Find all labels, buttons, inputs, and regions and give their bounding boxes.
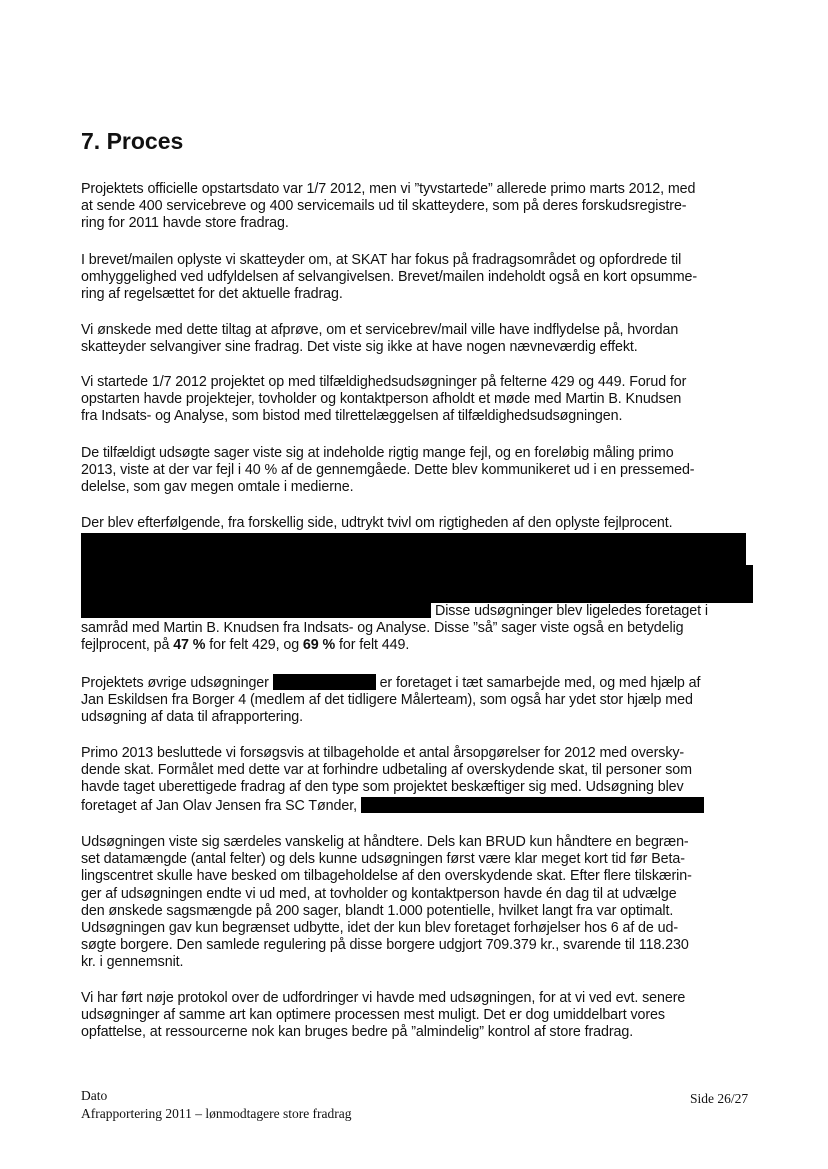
text-line: Disse udsøgninger blev ligeledes foretaget i [435,603,708,619]
text-line: ring for 2011 havde store fradrag. [81,215,289,232]
text-line: den ønskede sagsmængde på 200 sager, blandt 1.000 potentielle, hvilket langt fra var optimalt. [81,902,674,919]
text-fragment: foretaget af Jan Olav Jensen fra SC Tønder, [81,797,357,814]
text-line: udsøgninger af samme art kan optimere processen mest muligt. Det er dog umiddelbart vores [81,1007,665,1024]
footer-report-title: Afrapportering 2011 – lønmodtagere store fradrag [81,1106,352,1121]
page-number: Side 26/27 [690,1091,749,1106]
text-line: Vi har ført nøje protokol over de udfordringer vi havde med udsøgningen, for at vi ved evt. senere [81,990,686,1006]
text-fragment: for felt 449. [335,637,410,654]
text-line: opfattelse, at ressourcerne nok kan bruges bedre på ”almindelig” kontrol af store fradrag. [81,1024,634,1041]
text-line: fra Indsats- og Analyse, som bistod med tilrettelæggelsen af tilfældighedsudsøgningen. [81,408,623,425]
redaction-block [81,601,431,618]
text-line: 2013, viste at der var fejl i 40 % af de gennemgåede. Dette blev kommunikeret ud i en pressemed- [81,462,695,479]
paragraph-small-cases [81,620,761,654]
text-line: delelse, som gav megen omtale i medierne. [81,479,354,496]
percentage-429: 47 % [173,637,206,654]
text-line: De tilfældigt udsøgte sager viste sig at indeholde rigtig mange fejl, og en foreløbig måling primo [81,445,674,461]
text-line: ger af udsøgningen endte vi ud med, at tovholder og kontaktperson havde én dag til at udvælge [81,885,677,902]
footer-left [81,1087,352,1123]
redaction-block [81,565,753,603]
paragraph-project-start [81,374,761,426]
text-line [81,637,761,654]
percentage-449: 69 % [302,637,336,654]
footer-date-label: Dato [81,1088,108,1103]
paragraph-search-difficulties [81,834,761,972]
text-fragment: fejlprocent, på [81,637,174,654]
text-line: Projektets officielle opstartsdato var 1/7 2012, men vi ”tyvstartede” allerede primo marts 2012, med [81,181,696,197]
paragraph-test-effect [81,322,761,356]
text-line: Der blev efterfølgende, fra forskellig side, udtrykt tvivl om rigtigheden af den oplyste fejlprocent. [81,515,673,531]
text-line: lingscentret skulle have besked om tilbageholdelse af den overskydende skat. Efter flere tilskærin- [81,868,692,885]
text-line: set datamængde (antal felter) og dels kunne udsøgningen først være klar meget kort tid før Beta- [81,851,685,868]
paragraph-error-results [81,445,761,497]
text-line: Jan Eskildsen fra Borger 4 (medlem af det tidligere Målerteam), som også har ydet stor hjælp med [81,692,693,709]
paragraph-doubt [81,515,761,532]
text-line: dende skat. Formålet med dette var at forhindre udbetaling af overskydende skat, til personer som [81,762,692,779]
text-line: Primo 2013 besluttede vi forsøgsvis at tilbageholde et antal årsopgørelser for 2012 med oversky- [81,745,685,761]
text-line [81,674,761,692]
text-line: udsøgning af data til afrapportering. [81,709,304,726]
text-line: omhyggelighed ved udfyldelsen af selvangivelsen. Brevet/mailen indeholdt også en kort opsumme- [81,269,698,286]
text-fragment: for felt 429, og [205,637,303,654]
text-line: søgte borgere. Den samlede regulering på disse borgere udgjort 709.379 kr., svarende til 118.230 [81,937,689,954]
text-line: Udsøgningen gav kun begrænset udbytte, idet der kun blev foretaget forhøjelser hos 6 af de ud- [81,920,678,937]
text-line: skatteyder selvangiver sine fradrag. Det viste sig ikke at have nogen nævneværdig effekt. [81,339,638,356]
text-line: Udsøgningen viste sig særdeles vanskelig at håndtere. Dels kan BRUD kun håndtere en begræn- [81,834,689,850]
text-line: opstarten havde projektejer, tovholder og kontaktperson afholdt et møde med Martin B. Knudsen [81,391,682,408]
text-fragment: er foretaget i tæt samarbejde med, og med hjælp af [379,675,701,691]
text-line [81,797,761,815]
text-line: kr. i gennemsnit. [81,954,184,971]
paragraph-withholding [81,745,761,815]
paragraph-start-date [81,181,761,233]
redaction-block [81,533,746,567]
paragraph-protocol [81,990,761,1042]
paragraph-other-searches [81,674,761,727]
text-line: Vi startede 1/7 2012 projektet op med tilfældighedsudsøgninger på felterne 429 og 449. Forud for [81,374,687,390]
text-line: ring af regelsættet for det aktuelle fradrag. [81,286,343,303]
text-line: samråd med Martin B. Knudsen fra Indsats- og Analyse. Disse ”så” sager viste også en betydelig [81,620,684,636]
text-line: Vi ønskede med dette tiltag at afprøve, om et servicebrev/mail ville have indflydelse på, hvordan [81,322,679,338]
text-fragment: Projektets øvrige udsøgninger [81,675,269,691]
paragraph-doubt-continued [435,603,755,620]
redaction-inline [361,797,704,813]
paragraph-letter-content [81,252,761,304]
section-heading: 7. Proces [81,128,184,154]
redaction-inline [273,674,376,690]
text-line: havde taget uberettigede fradrag af den type som projektet beskæftiger sig med. Udsøgning blev [81,779,684,796]
text-line: at sende 400 servicebreve og 400 servicemails ud til skatteydere, som på deres forskudsregistre- [81,198,687,215]
text-line: I brevet/mailen oplyste vi skatteyder om, at SKAT har fokus på fradragsområdet og opfordrede til [81,252,682,268]
